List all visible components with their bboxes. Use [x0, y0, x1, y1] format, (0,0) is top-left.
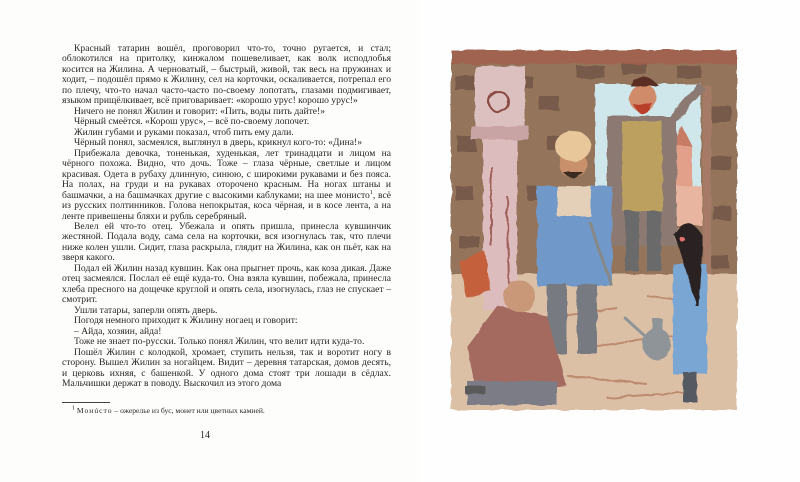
paragraph: Ушли татары, заперли опять дверь. [74, 304, 218, 316]
paragraph [62, 149, 391, 222]
door-post [703, 86, 711, 276]
top-beam [451, 50, 737, 64]
paragraph: Красный татарин вошёл, проговорил что-то, точно ругается, и стал; облокотился на притолку, кинжалом пошевеливает, как волк исподлобья косится на Жилина. А черноватый, – быстрый, живой, так весь на пружинах и ходит, – подошёл прямо к Жилину, сел на корточки, оскаливается, потрепал его по плечу, что-то начал часто-часто по-своему лопотать, глазами подмигивает, языком прищёлкивает, всё приговаривает: «корошо урус! корошо урус!» [62, 43, 391, 107]
body-text [62, 44, 391, 389]
footnote-term: Монúсто [76, 406, 113, 415]
illustration [447, 46, 742, 414]
paragraph: – Айда, хозяин, айда! [74, 325, 162, 337]
footnote-reference[interactable]: 1 [369, 189, 373, 196]
paragraph: Погодя немного приходит к Жилину ногаец и говорит: [74, 315, 298, 327]
footnote-divider [62, 402, 110, 403]
paragraph: Тоже не знает по-русски. Только понял Жилин, что велит идти куда-то. [74, 336, 365, 348]
paragraph-text: , всё из русских полтинников. Голова непокрытая, коса чёрная, и в косе лента, а на ленте привешены бляхи и рубль серебряный. [62, 189, 391, 222]
paragraph: Чёрный смеётся. «Корош урус», – всё по-своему лопочет. [74, 116, 310, 128]
footnote [72, 406, 265, 415]
paragraph: Жилин губами и руками показал, чтоб пить ему дали. [74, 126, 294, 138]
paragraph: Велел ей что-то отец. Убежала и опять пришла, принесла кувшинчик жестяной. Подала воду, сама села на корточки, вся изогнулась так, что плечи ниже колен ушли. Сидит, глаза раскрыла, глядит на Жилина, как он пьёт, как на зверя какого. [62, 220, 391, 264]
paragraph-text: Прибежала девочка, тоненькая, худенькая, лет тринадцати и лицом на чёрного похожа. Видно, что дочь. Тоже – глаза чёрные, светлые и лицом красивая. Одета в рубаху длинную, синюю, с широкими рукавами и без пояса. На полах, на груди и на рукавах оторочено красным. На ногах штаны и башмачки, а на башмачках другие с высокими каблуками; на шее монисто [62, 147, 391, 201]
footnote-definition: – ожерелье из бус, монет или цветных камней. [112, 406, 265, 415]
paragraph: Чёрный понял, засмеялся, выглянул в дверь, крикнул кого-то: «Дина!» [74, 137, 362, 149]
paragraph: Подал ей Жилин назад кувшин. Как она прыгнет прочь, как коза дикая. Даже отец засмеялся. Послал её ещё куда-то. Она взяла кувшин, побежала, принесла хлеба пресного на дощечке круглой и опять села, изогнулась, глаз не спускает – смотрит. [62, 262, 391, 306]
paragraph: Ничего не понял Жилин и говорит: «Пить, воды пить дайте!» [74, 105, 326, 117]
footnote-mark: 1 [72, 405, 75, 412]
page-number: 14 [200, 430, 210, 441]
paragraph: Пошёл Жилин с колодкой, хромает, ступить нельзя, так и воротит ногу в сторону. Вышел Жилин за ногайцем. Видит – деревня татарская, домов десять, и церковь ихняя, с башенкой. У одного дома стоят три лошади в сёдлах. Мальчишки держат в поводу. Выскочил из этого дома [62, 346, 391, 389]
